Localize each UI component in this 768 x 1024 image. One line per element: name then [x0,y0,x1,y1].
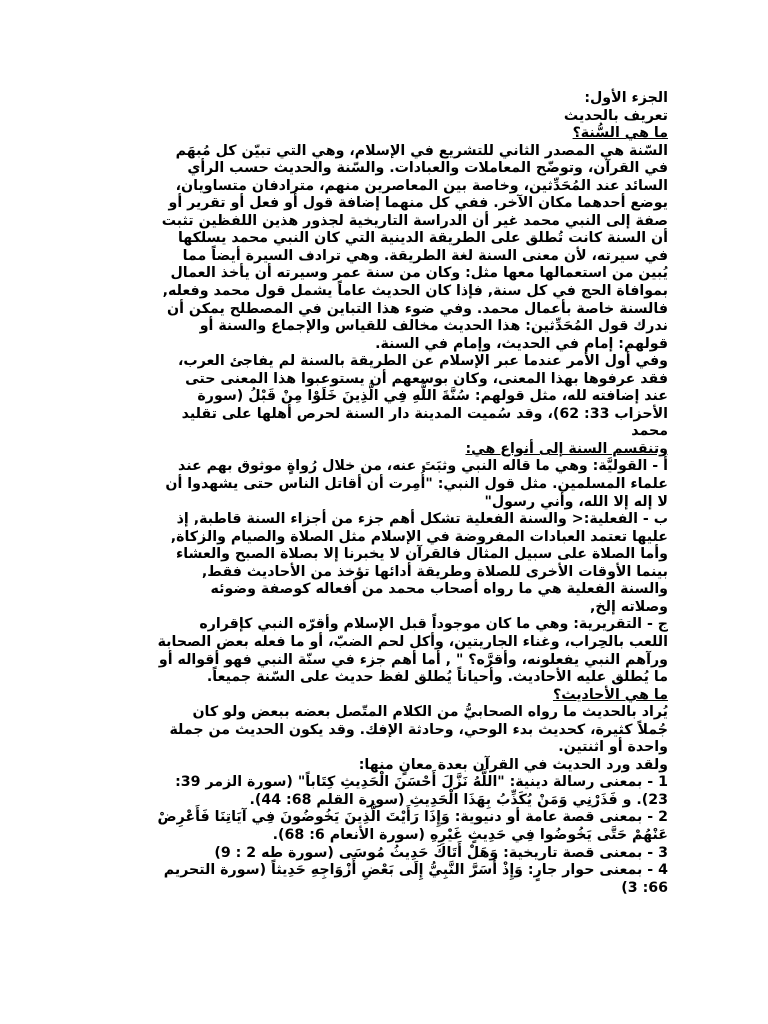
text-line: ندرك قول المُحَدِّثين: هذا الحديث مخالف للقياس والإجماع والسنة أو [199,318,668,335]
text-line: جُملاً كثيرة، كحديث بدء الوحي، وحادثة الإفك. وقد يكون الحديث من جملة [169,721,668,738]
text-line: لا إله إلا الله، وأني رسول" [484,493,668,510]
text-line: عَنْهُمْ حَتَّى يَخُوضُوا فِي حَدِيثٍ غَيْرِهِ (سورة الأنعام 6: 68). [272,826,668,843]
section-heading-sunnah: ما هي السُّنة؟ [572,125,668,142]
text-line: وأما الصلاة على سبيل المثال فالقرآن لا يخبرنا إلا بصلاة الصبح والعشاء [175,546,668,563]
text-line: الأحزاب 33: 62)، وقد سُميت المدينة دار السنة لحرص أهلها على تقليد [181,405,668,422]
text-line: أن السنة كانت تُطلق على الطريقة الدينية التي كان النبي محمد يسلكها [177,230,668,247]
text-line: السائد عند المُحَدِّثين، وخاصة بين المعاصرين منهم، مترادفان متساويان، [175,177,668,194]
text-line: يوضع أحدهما مكان الآخر. ففي كل منهما إضافة قول أو فعل أو تقرير أو [168,195,668,212]
document-body [112,90,668,897]
text-line: ولقد ورد الحديث في القرآن بعدة معانٍ منها: [358,756,668,773]
text-line: 4 - بمعنى حوار جارٍ: وَإِذْ أَسَرَّ النَّبِيُّ إِلَى بَعْضِ أَزْوَاجِهِ حَدِيثاً (سورة التحريم [163,862,668,879]
section-heading-hadith: ما هي الأحاديث؟ [552,686,668,703]
text-line: عند إضافته لله، مثل قولهم: سُنَّةَ اللَّهِ فِي الَّذِينَ خَلَوْا مِنْ قَبْلُ (سورة [197,388,668,405]
text-line: يُراد بالحديث ما رواه الصحابيُّ من الكلام المتّصل بعضه ببعض ولو كان [192,704,668,721]
text-line: بينما الأوقات الأخرى للصلاة وطريقة أدائها تؤخذ من الأحاديث فقط, [201,563,668,580]
text-line: واحدة أو اثنتين. [558,739,668,756]
text-line: السّنة هي المصدر الثاني للتشريع في الإسلام، وهي التي تبيّن كل مُبهَم [175,142,668,159]
text-line: ورآهم النبي يفعلونه، وأقرَّه؟ " , أما أهم جزء في سنّة النبي فهو أقواله أو [158,651,668,668]
text-line: صفة إلى النبي محمد غير أن الدراسة التاريخية لجذور هذين اللفظين تثبت [161,212,668,229]
text-line: ما يُطلق عليه الأحاديث. وأحياناً يُطلق لفظ حديث على السّنة جميعاً. [206,669,668,686]
text-line: 23). و فَذَرْنِي وَمَنْ يُكَذِّبُ بِهَذَا الْحَدِيثِ (سورة القلم 68: 44). [249,791,668,808]
text-line: محمد [631,423,668,440]
part-subtitle: تعريف بالحديث [563,107,668,124]
text-line: قولهم: إمام في الحديث، وإمام في السنة. [375,335,668,352]
text-line: وفي أول الأمر عندما عبر الإسلام عن الطريقة بالسنة لم يفاجئ العرب، [178,353,668,370]
text-line: في القرآن، وتوضّح المعاملات والعبادات. والسّنة والحديث حسب الرأي [187,160,668,177]
text-line: 66: 3) [621,879,668,896]
text-line: أ - القوليَّة: وهي ما قاله النبي وثبَتَ عنه، من خلال رُواةٍ موثوق بهم عند [178,458,668,475]
text-line: ج - التقريرية: وهي ما كان موجوداً قبل الإسلام وأقرّه النبي كإقراره [199,616,668,633]
text-line: في سيرته، لأن معنى السنة لغة الطريقة. وهي ترادف السيرة أيضاً مما [182,247,668,264]
text-line: 1 - بمعنى رسالة دينية: "اللَّهُ نَزَّلَ أَحْسَنَ الْحَدِيثِ كِتَاباً" (سورة الزمر 39: [175,774,668,791]
text-line: 2 - بمعنى قصة عامة أو دنيوية: وَإِذَا رَأَيْتَ الَّذِينَ يَخُوضُونَ فِي آيَاتِنَا فَأَعْرِضْ [157,809,668,826]
text-line: بموافاة الحج في كل سنة, فإذا كان الحديث عاماً يشمل قول محمد وفعله, [162,283,668,300]
text-line: والسنة الفعلية هي ما رواه أصحاب محمد من أفعاله كوصفة وضوئه [210,581,668,598]
text-line: ب - الفعلية:< والسنة الفعلية تشكل أهم جزء من أجزاء السنة قاطبة, إذ [176,511,668,528]
section-heading-types: وتنقسم السنة إلى أنواع هي: [465,440,668,457]
text-line: اللعب بالحِراب، وغناء الجاريتين، وأكل لحم الضبّ، أو ما فعله بعض الصحابة [157,633,668,650]
text-line: فقد عرفوها بهذا المعنى، وكان بوسعهم أن يستوعبوا هذا المعنى حتى [185,370,668,387]
text-line: فالسنة خاصة بأعمال محمد. وفي ضوء هذا التباين في المصطلح يمكن أن [167,300,668,317]
text-line: وصلاته إلخ, [590,598,668,615]
part-heading: الجزء الأول: [584,90,668,106]
text-line: علماء المسلمين. مثل قول النبي: "أُمِرت أن أقاتل الناس حتى يشهدوا أن [165,476,668,493]
text-line: يُبين من استعمالها معها مثل: وكان من سنة عمر وسيرته أن يأخذ العمال [170,265,668,282]
text-line: عليها تعتمد العبادات المفروضة في الإسلام مثل الصلاة والصيام والزكاة, [170,528,668,545]
text-line: 3 - بمعنى قصة تاريخية: وَهَلْ أَتَاكَ حَدِيثُ مُوسَى (سورة طه 2 : 9) [214,844,668,861]
